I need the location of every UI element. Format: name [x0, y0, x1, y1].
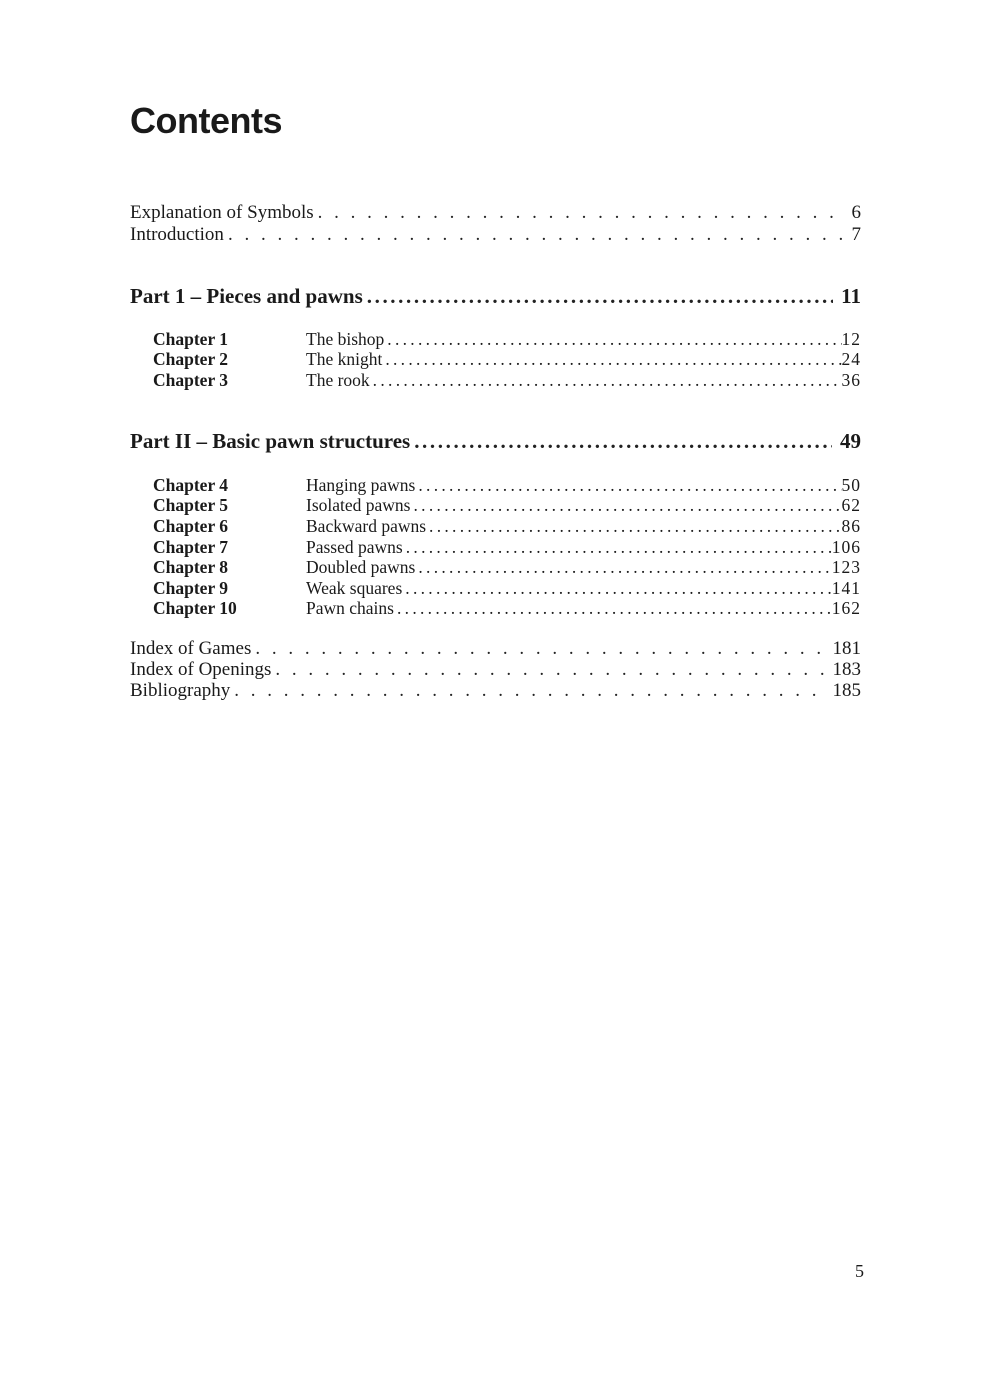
chapter-page: 141 [831, 578, 861, 598]
dot-leader [224, 224, 844, 246]
toc-entry-introduction[interactable] [130, 224, 861, 246]
dot-leader [426, 516, 841, 536]
chapter-title: Weak squares [306, 578, 403, 598]
dot-leader [382, 349, 841, 369]
toc-entry-index-of-openings[interactable] [130, 659, 861, 681]
dot-leader [384, 329, 841, 349]
dot-leader [403, 537, 832, 557]
toc-entry-explanation-of-symbols[interactable] [130, 202, 861, 224]
toc-entry-label: Introduction [130, 224, 224, 245]
chapter-title: The knight [306, 349, 383, 369]
toc-chapter-5[interactable] [153, 495, 861, 515]
toc-entry-label: Index of Openings [130, 659, 272, 680]
toc-part-2[interactable] [130, 429, 861, 453]
page-number: 5 [855, 1261, 864, 1281]
chapter-number: Chapter 4 [153, 475, 229, 495]
chapter-number: Chapter 8 [153, 557, 229, 577]
toc-chapter-9[interactable] [153, 578, 861, 598]
dot-leader [411, 495, 842, 515]
toc-entry-page: 185 [832, 680, 861, 701]
chapter-number: Chapter 3 [153, 370, 229, 390]
chapter-number: Chapter 6 [153, 516, 229, 536]
dot-leader [271, 659, 824, 681]
chapter-number: Chapter 10 [153, 598, 237, 618]
toc-chapter-8[interactable] [153, 557, 861, 577]
toc-chapter-6[interactable] [153, 516, 861, 536]
toc-entry-page: 7 [851, 224, 861, 245]
dot-leader [415, 475, 841, 495]
chapter-number: Chapter 9 [153, 578, 229, 598]
chapter-page: 36 [841, 370, 861, 390]
chapter-page: 162 [831, 598, 861, 618]
dot-leader [363, 284, 833, 308]
toc-part-1[interactable] [130, 284, 861, 308]
toc-chapter-7[interactable] [153, 537, 861, 557]
toc-chapter-10[interactable] [153, 598, 861, 618]
chapter-page: 123 [831, 557, 861, 577]
chapter-title: Hanging pawns [306, 475, 416, 495]
chapter-page: 12 [841, 329, 861, 349]
dot-leader [370, 370, 842, 390]
chapter-page: 62 [841, 495, 861, 515]
toc-entry-bibliography[interactable] [130, 680, 861, 702]
dot-leader [402, 578, 831, 598]
toc-entry-label: Explanation of Symbols [130, 202, 314, 223]
toc-chapter-2[interactable] [153, 349, 861, 369]
toc-entry-label: Bibliography [130, 680, 231, 701]
chapter-title: The bishop [306, 329, 385, 349]
toc-chapter-4[interactable] [153, 475, 861, 495]
chapter-number: Chapter 5 [153, 495, 229, 515]
part-page: 49 [840, 429, 861, 453]
chapter-title: Pawn chains [306, 598, 394, 618]
dot-leader [415, 557, 831, 577]
chapter-page: 86 [841, 516, 861, 536]
dot-leader [314, 202, 844, 224]
chapter-title: Isolated pawns [306, 495, 411, 515]
toc-chapter-1[interactable] [153, 329, 861, 349]
toc-entry-index-of-games[interactable] [130, 638, 861, 660]
toc-entry-label: Index of Games [130, 638, 252, 659]
chapter-title: Passed pawns [306, 537, 403, 557]
chapter-title: Backward pawns [306, 516, 427, 536]
toc-entry-page: 181 [832, 638, 861, 659]
chapter-title: The rook [306, 370, 370, 390]
chapter-title: Doubled pawns [306, 557, 416, 577]
toc-entry-page: 183 [832, 659, 861, 680]
part-label: Part II – Basic pawn structures [130, 429, 411, 453]
part-label: Part 1 – Pieces and pawns [130, 284, 363, 308]
chapter-page: 24 [841, 349, 861, 369]
toc-entry-page: 6 [851, 202, 861, 223]
dot-leader [251, 638, 824, 660]
chapter-page: 106 [831, 537, 861, 557]
part-page: 11 [841, 284, 861, 308]
chapter-number: Chapter 2 [153, 349, 229, 369]
chapter-page: 50 [841, 475, 861, 495]
chapter-number: Chapter 1 [153, 329, 229, 349]
dot-leader [410, 429, 832, 453]
dot-leader [230, 680, 824, 702]
toc-chapter-3[interactable] [153, 370, 861, 390]
chapter-number: Chapter 7 [153, 537, 229, 557]
dot-leader [394, 598, 832, 618]
page-title: Contents [130, 100, 282, 141]
